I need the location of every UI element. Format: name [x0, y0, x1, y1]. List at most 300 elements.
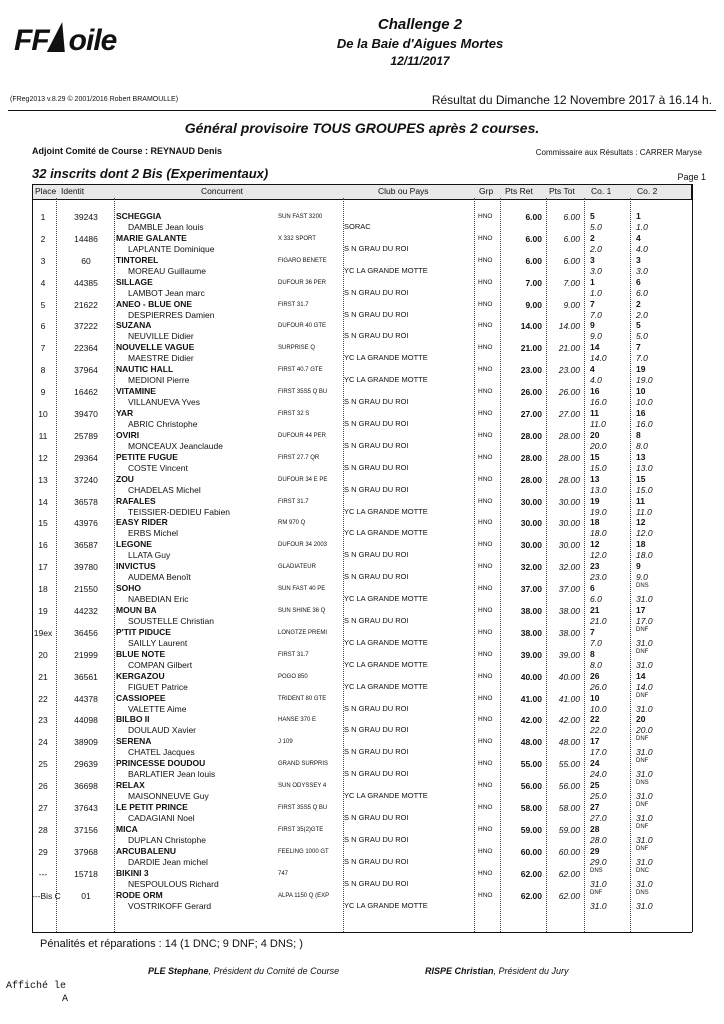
skipper-name: BARLATIER Jean louis	[128, 769, 216, 780]
place: 16	[38, 540, 48, 551]
race2-points: 1.0	[636, 222, 648, 232]
race1-place: 16	[590, 386, 600, 397]
table-row	[32, 604, 692, 626]
race1-points: 5.0	[590, 222, 602, 232]
skipper-name: AUDEMA Benoît	[128, 572, 191, 583]
table-row	[32, 713, 692, 735]
race2-place: 14	[636, 670, 646, 681]
skipper-name: COSTE Vincent	[128, 462, 188, 473]
race2-points: 31.0	[636, 791, 653, 802]
race1-points: 3.0	[590, 265, 602, 276]
logo-word: oile	[68, 24, 117, 57]
signature-name: PLE Stephane	[148, 966, 209, 976]
pts-tot: 41.00	[558, 693, 580, 704]
identit: 44385	[74, 277, 98, 288]
boat-type: SUN ODYSSEY 4	[278, 783, 327, 790]
boat-name: MICA	[116, 823, 138, 834]
club-name: S N GRAU DU ROI	[344, 616, 409, 626]
pts-ret: 21.00	[520, 343, 542, 354]
signature-role: , Président du Comité de Course	[208, 966, 340, 976]
club-name: S N GRAU DU ROI	[344, 747, 409, 757]
race1-place: 18	[590, 517, 600, 528]
race1-points: 19.0	[590, 506, 607, 517]
race2-place: 9	[636, 561, 641, 572]
pts-tot: 55.00	[558, 759, 580, 770]
race1-place: 29	[590, 845, 600, 856]
identit: 29639	[74, 759, 98, 770]
race2-points: 12.0	[636, 528, 653, 539]
race1-points: 12.0	[590, 550, 607, 561]
boat-name: ANEO - BLUE ONE	[116, 298, 193, 309]
identit: 14486	[74, 233, 98, 244]
race2-points: 14.0	[636, 681, 653, 692]
boat-name: PETITE FUGUE	[116, 451, 178, 462]
race1-points: 8.0	[590, 659, 602, 670]
pts-tot: 27.00	[558, 409, 580, 420]
identit: 36561	[74, 671, 98, 682]
group: HNO	[478, 300, 493, 308]
page-number: Page 1	[677, 172, 706, 182]
boat-type: SUN FAST 3200	[278, 214, 323, 220]
boat-type: FIRST 31.7	[278, 651, 309, 658]
place: 29	[38, 846, 48, 857]
club-name: S N GRAU DU ROI	[344, 484, 409, 494]
signature-jury	[425, 966, 569, 976]
pts-tot: 30.00	[558, 496, 580, 507]
pts-ret: 38.00	[520, 627, 542, 638]
race1-points: 16.0	[590, 397, 607, 408]
place: 2	[40, 233, 46, 244]
race1-place: 4	[590, 364, 595, 375]
place: 11	[38, 430, 48, 441]
table-row	[32, 210, 692, 232]
race2-place: DNS	[636, 583, 649, 590]
boat-type: SUN FAST 40 PE	[278, 586, 326, 593]
pts-ret: 41.00	[520, 693, 542, 704]
boat-type: TRIDENT 80 GTE	[278, 695, 327, 702]
pts-tot: 37.00	[558, 584, 580, 595]
race1-place: 24	[590, 758, 600, 769]
race1-points: 29.0	[590, 856, 607, 867]
boat-name: P'TIT PIDUCE	[116, 626, 171, 637]
identit: 39470	[74, 409, 98, 420]
race1-points: 28.0	[590, 834, 607, 845]
identit: 36698	[74, 781, 98, 792]
table-row	[32, 495, 692, 517]
race2-points: 31.0	[636, 637, 653, 648]
pts-ret: 7.00	[525, 277, 542, 288]
boat-name: TINTOREL	[116, 254, 159, 265]
pts-ret: 37.00	[520, 584, 542, 595]
table-row	[32, 429, 692, 451]
boat-name: LE PETIT PRINCE	[116, 802, 188, 813]
table-row	[32, 735, 692, 757]
race1-place: 21	[590, 605, 600, 616]
race1-place: 7	[590, 298, 595, 309]
race1-place: 9	[590, 320, 595, 331]
boat-name: SERENA	[116, 736, 152, 747]
table-row	[32, 757, 692, 779]
place: 24	[38, 737, 48, 748]
pts-ret: 27.00	[520, 409, 542, 420]
race2-points: 15.0	[636, 484, 653, 495]
race2-place: DNF	[636, 692, 649, 699]
group: HNO	[478, 256, 493, 264]
boat-name: SOHO	[116, 583, 142, 594]
race1-place: 10	[590, 692, 600, 703]
boat-name: CASSIOPEE	[116, 692, 166, 703]
pts-tot: 62.00	[558, 890, 580, 901]
race2-place: 16	[636, 408, 646, 419]
club-name: S N GRAU DU ROI	[344, 331, 409, 341]
pts-ret: 9.00	[525, 299, 542, 310]
boat-name: BLUE NOTE	[116, 648, 166, 659]
race2-place: 12	[636, 517, 646, 528]
race1-points: 26.0	[590, 681, 607, 692]
race2-points: 31.0	[636, 900, 653, 911]
pts-ret: 30.00	[520, 518, 542, 529]
skipper-name: DESPIERRES Damien	[128, 309, 215, 320]
group: HNO	[478, 278, 493, 286]
club-name: S N GRAU DU ROI	[344, 725, 409, 735]
boat-name: INVICTUS	[116, 561, 156, 572]
col-grp: Grp	[479, 186, 494, 196]
race1-place: 14	[590, 342, 600, 353]
boat-type: FIRST 35(2)GTE	[278, 826, 324, 833]
signature-name: RISPE Christian	[425, 966, 494, 976]
race2-points: 31.0	[636, 703, 653, 714]
race1-points: 4.0	[590, 375, 602, 386]
skipper-name: VALETTE Aime	[128, 703, 187, 714]
identit: 44378	[74, 693, 98, 704]
club-name: YC LA GRANDE MOTTE	[344, 900, 428, 910]
identit: 21622	[74, 299, 98, 310]
place: 27	[38, 803, 48, 814]
race1-place: 3	[590, 254, 595, 265]
race2-place: DNF	[636, 626, 649, 633]
race2-points: 6.0	[636, 287, 648, 298]
race2-points: 11.0	[636, 506, 652, 517]
place: 23	[38, 715, 48, 726]
place: 14	[38, 496, 48, 507]
col-club: Club ou Pays	[378, 186, 429, 196]
race2-points: 13.0	[636, 462, 653, 473]
sail-icon	[46, 22, 70, 52]
race2-place: 20	[636, 714, 646, 725]
group: HNO	[478, 585, 493, 593]
race1-points: 21.0	[590, 616, 607, 627]
table-row	[32, 845, 692, 867]
place: 13	[38, 474, 48, 485]
identit: 21999	[74, 649, 98, 660]
table-row	[32, 254, 692, 276]
race2-points: 20.0	[636, 725, 653, 736]
group: HNO	[478, 869, 493, 877]
pts-ret: 62.00	[520, 868, 542, 879]
col-concurrent: Concurrent	[201, 186, 244, 196]
skipper-name: NEUVILLE Didier	[128, 331, 194, 342]
boat-name: SUZANA	[116, 320, 152, 331]
place: 6	[40, 321, 46, 332]
club-name: YC LA GRANDE MOTTE	[344, 681, 428, 691]
table-row	[32, 473, 692, 495]
place: 9	[40, 387, 46, 398]
race2-place: 3	[636, 254, 641, 265]
boat-type: SUN SHINE 36 Q	[278, 608, 326, 615]
table-row	[32, 779, 692, 801]
race1-place: 6	[590, 583, 595, 594]
club-name: YC LA GRANDE MOTTE	[344, 528, 428, 538]
skipper-name: CADAGIANI Noel	[128, 813, 195, 824]
boat-type: FIRST 31.7	[278, 301, 309, 308]
place: 1	[40, 212, 46, 222]
club-name: S N GRAU DU ROI	[344, 878, 409, 888]
skipper-name: MOREAU Guillaume	[128, 265, 206, 276]
col-co2: Co. 2	[637, 186, 658, 196]
group: HNO	[478, 388, 493, 396]
boat-type: J 109	[278, 739, 293, 746]
pts-ret: 26.00	[520, 387, 542, 398]
boat-name: ZOU	[116, 473, 134, 484]
identit: 37156	[74, 824, 98, 835]
pts-ret: 56.00	[520, 781, 542, 792]
race1-points: 17.0	[590, 747, 607, 758]
place: 19ex	[33, 627, 53, 638]
group: HNO	[478, 672, 493, 680]
table-row	[32, 232, 692, 254]
race1-points: 2.0	[590, 243, 602, 254]
race1-place: 23	[590, 561, 600, 572]
race1-points: 9.0	[590, 331, 602, 342]
table-header	[32, 184, 692, 200]
identit: 44098	[74, 715, 98, 726]
group: HNO	[478, 366, 493, 374]
race1-points: 7.0	[590, 637, 602, 648]
race2-place: 8	[636, 429, 641, 440]
table-row	[32, 648, 692, 670]
result-datetime: Résultat du Dimanche 12 Novembre 2017 à 16.14 h.	[431, 93, 712, 107]
race1-place: 22	[590, 714, 600, 725]
race1-points: 25.0	[590, 791, 607, 802]
club-name: SORAC	[344, 222, 371, 231]
race2-place: 17	[636, 605, 646, 616]
pts-ret: 58.00	[520, 803, 542, 814]
pts-ret: 23.00	[520, 365, 542, 376]
race1-place: 7	[590, 626, 595, 637]
pts-tot: 26.00	[558, 387, 580, 398]
race2-place: 6	[636, 276, 641, 287]
race1-place: 19	[590, 495, 600, 506]
table-row	[32, 385, 692, 407]
table-row	[32, 341, 692, 363]
race1-place: 20	[590, 429, 600, 440]
pts-tot: 23.00	[558, 365, 580, 376]
table-row	[32, 516, 692, 538]
race2-place: DNF	[636, 823, 649, 830]
race2-place: DNF	[636, 758, 649, 765]
pts-ret: 6.00	[525, 233, 542, 244]
table-border-right	[692, 184, 693, 932]
skipper-name: VILLANUEVA Yves	[128, 397, 200, 408]
group: HNO	[478, 760, 493, 768]
pts-tot: 40.00	[558, 671, 580, 682]
pts-ret: 62.00	[520, 890, 542, 901]
pts-tot: 28.00	[558, 452, 580, 463]
race1-points: 15.0	[590, 462, 607, 473]
boat-name: YAR	[116, 408, 134, 419]
race1-points: 20.0	[590, 440, 607, 451]
club-name: YC LA GRANDE MOTTE	[344, 506, 428, 516]
race2-place: 13	[636, 451, 646, 462]
pts-ret: 6.00	[525, 255, 542, 266]
pts-ret: 28.00	[520, 452, 542, 463]
pts-tot: 21.00	[558, 343, 580, 354]
pts-tot: 28.00	[558, 430, 580, 441]
race1-place: 11	[590, 408, 599, 419]
place: ---Bis C	[32, 890, 61, 901]
race1-place: 17	[590, 736, 600, 747]
pts-ret: 59.00	[520, 824, 542, 835]
pts-ret: 14.00	[520, 321, 542, 332]
race1-points: 31.0	[590, 878, 607, 889]
place: 19	[38, 606, 48, 617]
identit: 43976	[74, 518, 98, 529]
race2-place: 2	[636, 298, 641, 309]
affiche-note	[6, 980, 68, 1006]
race1-points: 6.0	[590, 594, 602, 605]
identit: 36578	[74, 496, 98, 507]
race1-points: 23.0	[590, 572, 607, 583]
boat-name: KERGAZOU	[116, 670, 165, 681]
club-name: YC LA GRANDE MOTTE	[344, 265, 428, 275]
boat-name: SCHEGGIA	[116, 211, 162, 221]
table-row	[32, 582, 692, 604]
skipper-name: SOUSTELLE Christian	[128, 616, 214, 627]
place: 10	[38, 409, 48, 420]
pts-tot: 42.00	[558, 715, 580, 726]
boat-type: ALPA 1150 Q (EXP	[278, 892, 330, 899]
commissaire-resultats: Commissaire aux Résultats : CARRER Maryse	[535, 148, 702, 157]
boat-type: DUFOUR 34 E PE	[278, 476, 328, 483]
identit: 37968	[74, 846, 98, 857]
table-row	[32, 670, 692, 692]
boat-type: DUFOUR 40 GTE	[278, 323, 327, 330]
table-row	[32, 692, 692, 714]
place: 25	[38, 759, 48, 770]
race1-place: 28	[590, 823, 600, 834]
group: HNO	[478, 497, 493, 505]
pts-tot: 58.00	[558, 803, 580, 814]
skipper-name: ABRIC Christophe	[128, 419, 198, 430]
table-row	[32, 560, 692, 582]
race1-place: 1	[590, 276, 595, 287]
signature-comite	[148, 966, 339, 976]
challenge-subtitle: De la Baie d'Aigues Mortes	[336, 36, 504, 51]
place: 22	[38, 693, 48, 704]
place: 5	[40, 299, 46, 310]
place: 3	[40, 255, 46, 266]
boat-name: EASY RIDER	[116, 517, 168, 528]
pts-tot: 30.00	[558, 518, 580, 529]
race1-place: DNS	[590, 867, 603, 874]
identit: 36587	[74, 540, 98, 551]
skipper-name: FIGUET Patrice	[128, 681, 188, 692]
table-row	[32, 319, 692, 341]
table-row	[32, 538, 692, 560]
club-name: S N GRAU DU ROI	[344, 769, 409, 779]
pts-tot: 56.00	[558, 781, 580, 792]
race2-place: 5	[636, 320, 641, 331]
race2-place: 15	[636, 473, 646, 484]
table-row	[32, 363, 692, 385]
col-pts-tot: Pts Tot	[549, 186, 575, 196]
table-bottom-rule	[32, 932, 692, 933]
race2-points: 31.0	[636, 878, 653, 889]
boat-type: FEELING 1000 GT	[278, 848, 329, 855]
race2-points: 17.0	[636, 616, 653, 627]
pts-ret: 38.00	[520, 606, 542, 617]
group: HNO	[478, 410, 493, 418]
results-table	[32, 210, 692, 911]
pts-tot: 6.00	[563, 212, 580, 222]
place: 21	[38, 671, 48, 682]
boat-name: ARCUBALENU	[116, 845, 176, 856]
place: 18	[38, 584, 48, 595]
header-divider	[8, 110, 716, 111]
group: HNO	[478, 804, 493, 812]
boat-name: MARIE GALANTE	[116, 232, 187, 243]
pts-tot: 6.00	[563, 255, 580, 266]
race1-place: 2	[590, 232, 595, 243]
race2-place: DNC	[636, 867, 649, 874]
identit: 37222	[74, 321, 98, 332]
col-co1: Co. 1	[591, 186, 612, 196]
group: HNO	[478, 694, 493, 702]
table-row	[32, 889, 692, 911]
race1-place: 27	[590, 802, 600, 813]
club-name: YC LA GRANDE MOTTE	[344, 659, 428, 669]
club-name: S N GRAU DU ROI	[344, 813, 409, 823]
race2-points: 16.0	[636, 419, 653, 430]
race1-points: 10.0	[590, 703, 607, 714]
boat-type: POGO 850	[278, 673, 308, 680]
skipper-name: LLATA Guy	[128, 550, 171, 561]
pts-ret: 6.00	[525, 212, 542, 222]
identit: 36456	[74, 627, 98, 638]
boat-type: FIRST 31.7	[278, 498, 309, 505]
identit: 44232	[74, 606, 98, 617]
pts-ret: 42.00	[520, 715, 542, 726]
skipper-name: DOULAUD Xavier	[128, 725, 197, 736]
pts-ret: 28.00	[520, 474, 542, 485]
club-name: S N GRAU DU ROI	[344, 309, 409, 319]
pts-ret: 32.00	[520, 562, 542, 573]
identit: 21550	[74, 584, 98, 595]
group: HNO	[478, 234, 493, 242]
identit: 22364	[74, 343, 98, 354]
race2-points: 31.0	[636, 856, 653, 867]
pts-tot: 59.00	[558, 824, 580, 835]
club-name: YC LA GRANDE MOTTE	[344, 791, 428, 801]
club-name: S N GRAU DU ROI	[344, 287, 409, 297]
race2-place: 19	[636, 364, 646, 375]
race1-points: 7.0	[590, 309, 602, 320]
boat-name: OVIRI	[116, 429, 140, 440]
pts-tot: 60.00	[558, 846, 580, 857]
race1-place: 25	[590, 780, 600, 791]
club-name: YC LA GRANDE MOTTE	[344, 594, 428, 604]
group: HNO	[478, 475, 493, 483]
